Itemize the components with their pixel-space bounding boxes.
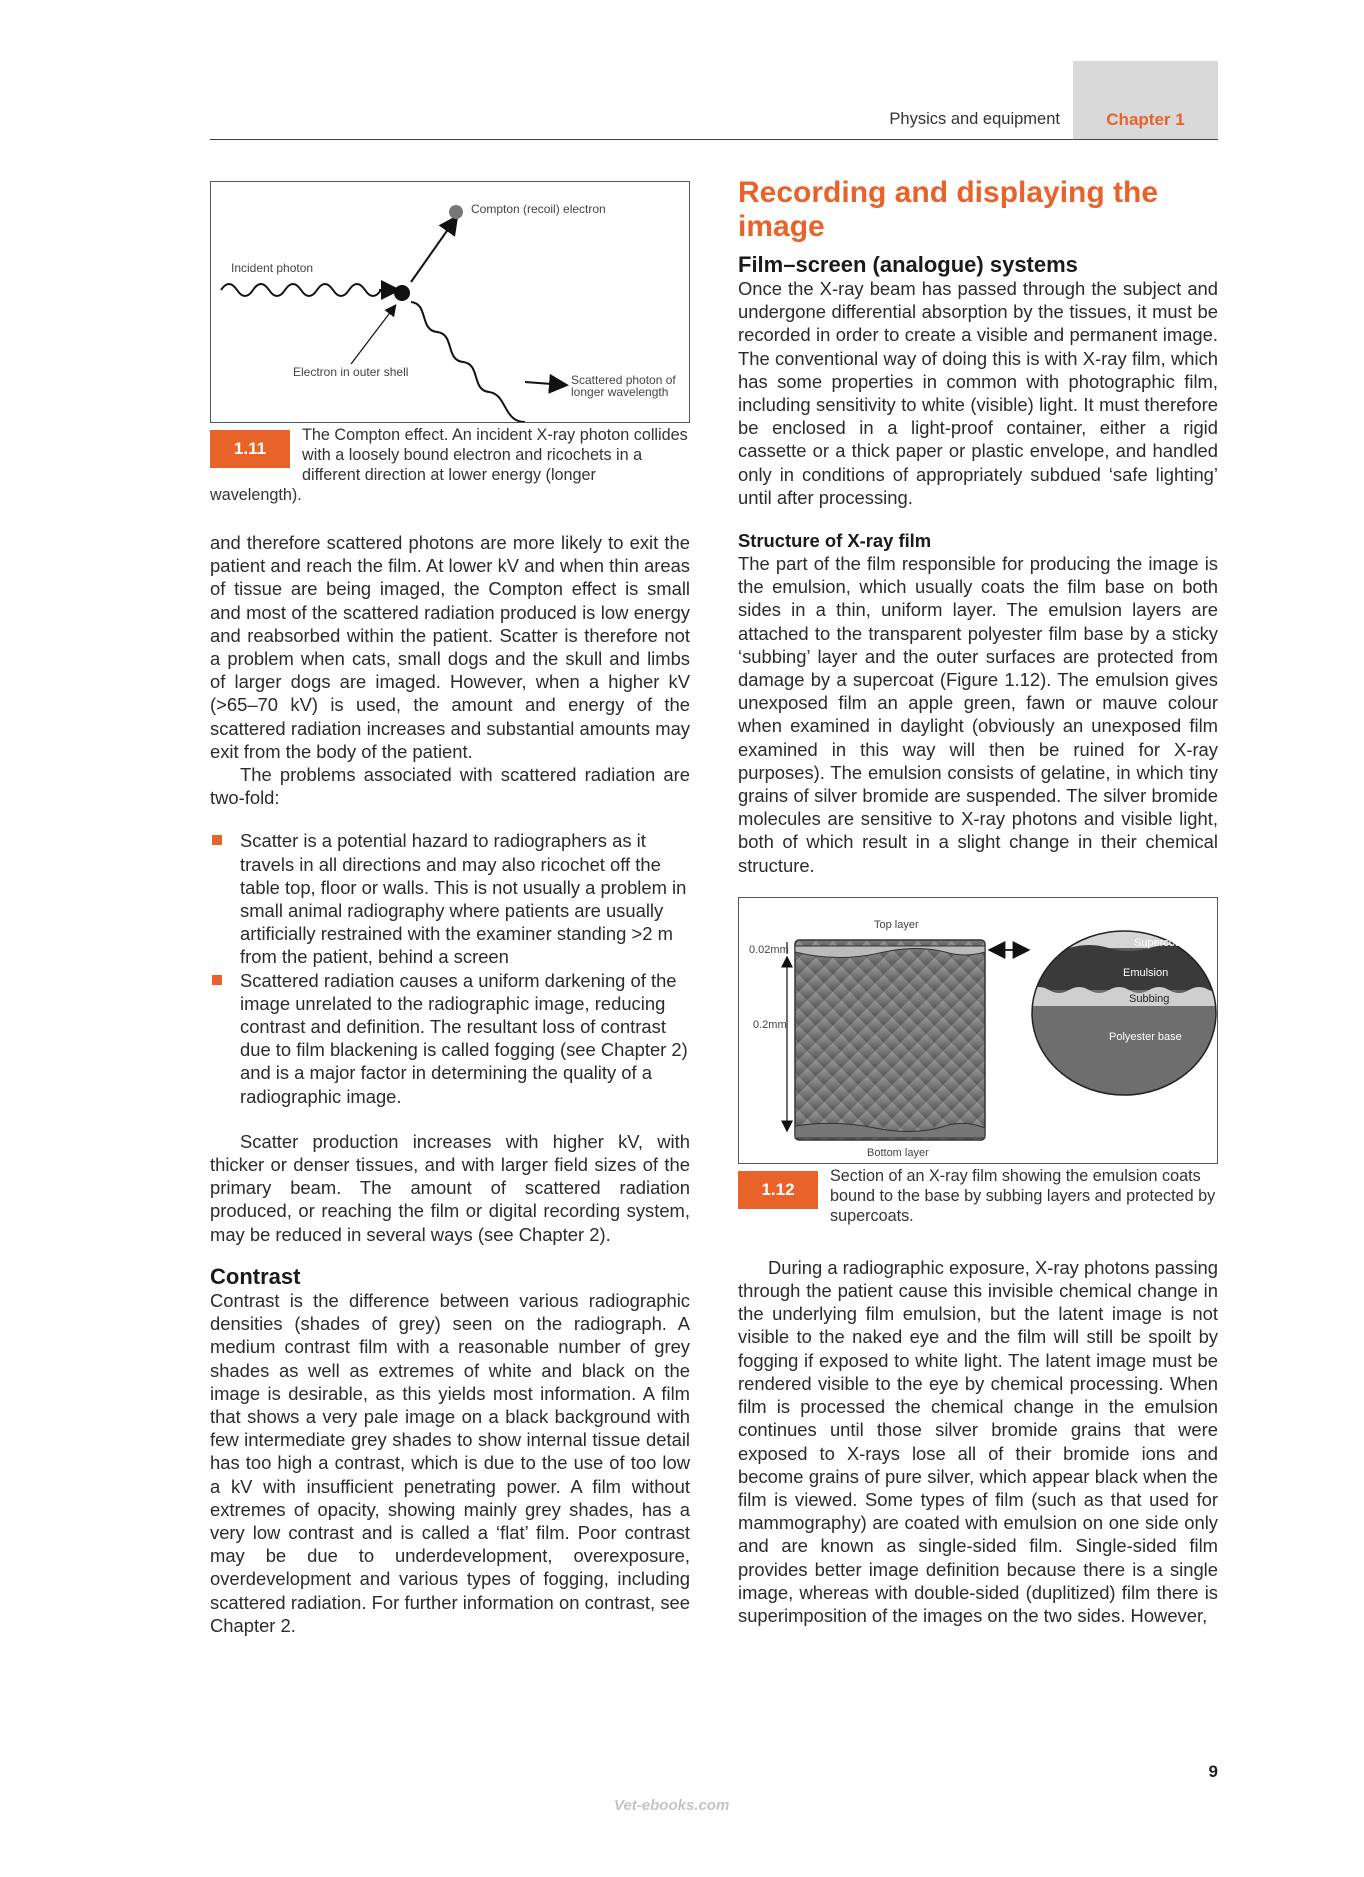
figure-1-12-caption (738, 1166, 1218, 1226)
header-rule (210, 139, 1218, 140)
label-thickness-base: 0.2mm (753, 1018, 787, 1031)
structure-heading: Structure of X-ray film (738, 530, 932, 552)
label-compton-electron: Compton (recoil) electron (471, 202, 606, 216)
paragraph: The part of the film responsible for producing the image is the emulsion, which usually coats the film base on both sides in a thin, uniform layer. The emulsion layers are attached to the transparent polyester film base by a sticky ‘subbing’ layer and the outer surfaces are protected from damage by a supercoat (Figure 1.12). The emulsion gives unexposed film an apple green, fawn or mauve colour when examined in daylight (obviously an unexposed film examined in this way will then be ruined for X-ray purposes). The emulsion consists of gelatine, in which tiny grains of silver bromide are suspended. The silver bromide molecules are sensitive to X-ray photons and visible light, both of which result in a slight change in their chemical structure. (738, 553, 1218, 876)
list-item-text: Scatter is a potential hazard to radiographers as it travels in all directions and may also ricochet off the table top, floor or walls. This is not usually a problem in small animal radiography where patients are usually artificially restrained with the examiner standing >2 m from the patient, behind a screen (240, 830, 687, 968)
paragraph: and therefore scattered photons are more likely to exit the patient and reach the film. At lower kV and when thin areas of tissue are being imaged, the Compton effect is small and most of the scattered radiation produced is low energy and reabsorbed within the patient. Scatter is therefore not a problem when cats, small dogs and the skull and limbs of larger dogs are imaged. However, when a higher kV (>65–70 kV) is used, the amount and energy of the scattered radiation increases and substantial amounts may exit from the body of the patient. (210, 532, 690, 762)
scattered-photon-wave (411, 302, 525, 422)
figure-1-11 (210, 181, 690, 423)
paragraph: Scatter production increases with higher kV, with thicker or denser tissues, and with larger field sizes of the primary beam. The amount of scattered radiation produced, or reaching the film or digital recording system, may be reduced in several ways (see Chapter 2). (210, 1130, 690, 1245)
bullet-square-icon (212, 835, 222, 845)
magnified-section (1029, 928, 1217, 1128)
label-top-layer: Top layer (874, 918, 919, 931)
paragraph: During a radiographic exposure, X-ray photons passing through the patient cause this invisible chemical change in the underlying film emulsion, but the latent image is not visible to the naked eye and the film will still be spoilt by fogging if exposed to white light. The latent image must be rendered visible to the eye by chemical processing. When film is processed the chemical change in the emulsion continues until those silver bromide grains that were exposed to X-rays lose all of their bromide ions and become grains of pure silver, which appear black when the film is viewed. Some types of film (such as that used for mammography) are coated with emulsion on one side only and are known as single-sided film. Single-sided film provides better image definition because there is a single image, whereas with double-sided (duplitized) film there is superimposition of the images on the two sides. However, (738, 1256, 1218, 1626)
right-column (738, 176, 1218, 1627)
running-title: Physics and equipment (889, 110, 1060, 128)
list-item-text: Scattered radiation causes a uniform darkening of the image unrelated to the radiographic image, reducing contrast and definition. The resultant loss of contrast due to film blackening is called fogging (see Chapter 2) and is a major factor in determining the quality of a radiographic image. (240, 969, 688, 1107)
figure-1-12 (738, 897, 1218, 1164)
contrast-heading: Contrast (210, 1263, 301, 1289)
label-subbing: Subbing (1129, 992, 1170, 1005)
list-item (210, 829, 690, 968)
paragraph: The problems associated with scattered radiation are two-fold: (210, 764, 690, 809)
list-item (210, 969, 690, 1108)
chapter-label: Chapter 1 (1106, 110, 1185, 129)
compton-diagram (211, 182, 689, 422)
figure-caption-text: Section of an X-ray film showing the emulsion coats bound to the base by subbing layers and protected by supercoats. (830, 1166, 1216, 1225)
label-scattered-1: Scattered photon of (571, 373, 676, 387)
label-supercoat: Supercoat (1134, 936, 1185, 949)
figure-1-11-caption (210, 425, 690, 505)
label-polyester: Polyester base (1109, 1030, 1182, 1043)
watermark-text: Vet-ebooks.com (614, 1797, 730, 1814)
bullet-list (210, 829, 690, 1107)
section-title: Recording and displaying the image (738, 176, 1159, 243)
film-section-diagram (739, 898, 1217, 1163)
watermark-logo (610, 1790, 760, 1818)
label-emulsion: Emulsion (1123, 966, 1169, 979)
page-number: 9 (1208, 1762, 1218, 1781)
figure-number-badge: 1.12 (738, 1171, 818, 1209)
subsection-heading: Film–screen (analogue) systems (738, 252, 1078, 277)
label-scattered-2: longer wavelength (571, 385, 669, 399)
electron-dot (394, 285, 410, 301)
bullet-square-icon (212, 975, 222, 985)
left-body (210, 531, 690, 1637)
incident-photon-wave (221, 284, 381, 296)
film-block (795, 940, 985, 1140)
recoil-electron-dot (449, 205, 463, 219)
paragraph: Contrast is the difference between various radiographic densities (shades of grey) seen on the radiograph. A medium contrast film with a reasonable number of grey shades as well as extremes of white and black on the image is desirable, as this yields most information. A film that shows a very pale image on a black background with few intermediate grey shades to show internal tissue detail has too high a contrast, which is due to the use of too low a kV with insufficient penetrating power. A film without extremes of opacity, showing mainly grey shades, has a very low contrast and is called a ‘flat’ film. Poor contrast may be due to underdevelopment, overexposure, overdevelopment and various types of fogging, including scattered radiation. For further information on contrast, see Chapter 2. (210, 1289, 690, 1636)
label-incident-photon: Incident photon (231, 261, 314, 275)
left-column (210, 181, 690, 1637)
paragraph: Once the X-ray beam has passed through the subject and undergone differential absorption by the tissues, it must be recorded in order to create a visible and permanent image. The conventional way of doing this is with X-ray film, which has some properties in common with photographic film, including sensitivity to white (visible) light. It must therefore be enclosed in a light-proof container, either a rigid cassette or a thick paper or plastic envelope, and handled only in conditions of appropriately subdued ‘safe lighting’ until after processing. (738, 278, 1218, 508)
label-bottom-layer: Bottom layer (867, 1146, 929, 1159)
figure-number-badge: 1.11 (210, 430, 290, 468)
label-thickness-top: 0.02mm (749, 943, 789, 956)
figure-caption-text: The Compton effect. An incident X-ray photon collides with a loosely bound electron and ricochets in a different direction at lower energy (longer wavelength). (210, 426, 688, 504)
label-outer-electron: Electron in outer shell (293, 365, 409, 379)
